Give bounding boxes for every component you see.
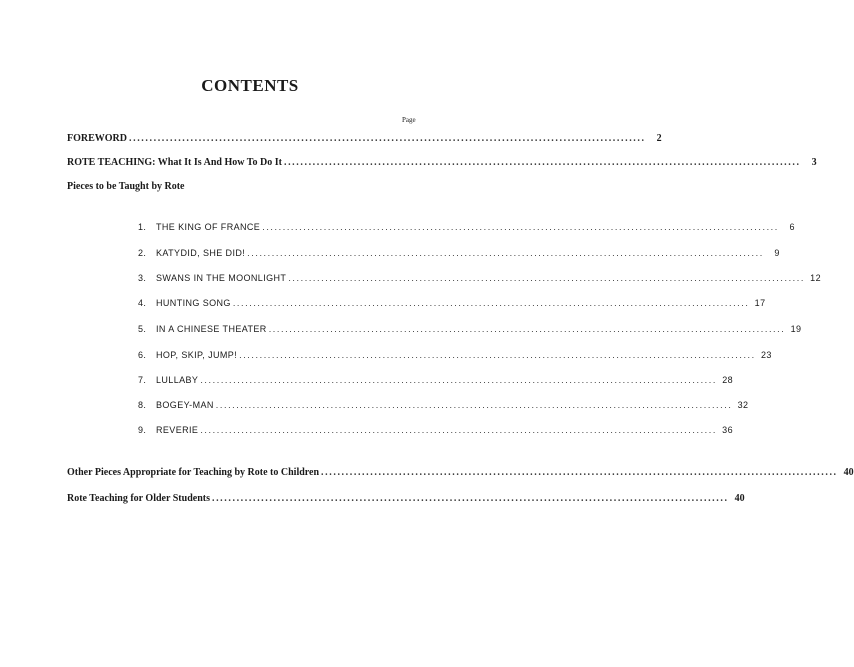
toc-leader-dots: .............................................................................................................................. (283, 157, 801, 168)
toc-entry-title: Other Pieces Appropriate for Teaching by Rote to Children (67, 467, 320, 478)
piece-title: HOP, SKIP, JUMP! (156, 350, 238, 360)
piece-title: SWANS IN THE MOONLIGHT (156, 273, 287, 283)
toc-entry-rote-teaching (67, 157, 817, 168)
toc-entry-page: 40 (734, 493, 745, 504)
piece-number: 7. (138, 375, 147, 385)
piece-number: 8. (138, 400, 147, 410)
piece-page: 23 (760, 350, 772, 360)
piece-number: 1. (138, 222, 147, 232)
toc-piece-entry (138, 425, 733, 435)
piece-page: 9 (774, 248, 780, 258)
toc-piece-entry (138, 375, 733, 385)
toc-leader-dots: .............................................................................................................................. (211, 493, 729, 504)
piece-title: KATYDID, SHE DID! (156, 248, 246, 258)
toc-leader-dots: .............................................................................................................................. (268, 324, 786, 334)
piece-number: 6. (138, 350, 147, 360)
toc-leader-dots: .............................................................................................................................. (129, 133, 646, 144)
piece-number: 5. (138, 324, 147, 334)
toc-entry-older-students (67, 493, 745, 504)
piece-page: 17 (754, 298, 766, 308)
toc-piece-entry (138, 298, 766, 308)
piece-number: 4. (138, 298, 147, 308)
toc-leader-dots: .............................................................................................................................. (232, 298, 750, 308)
toc-leader-dots: .............................................................................................................................. (215, 400, 733, 410)
piece-title: THE KING OF FRANCE (156, 222, 261, 232)
toc-entry-title: Rote Teaching for Older Students (67, 493, 210, 504)
toc-leader-dots: .............................................................................................................................. (262, 222, 779, 232)
piece-page: 28 (722, 375, 733, 385)
piece-title: REVERIE (156, 425, 199, 435)
toc-leader-dots: .............................................................................................................................. (200, 375, 717, 385)
toc-entry-page: 3 (811, 157, 817, 168)
piece-number: 3. (138, 273, 147, 283)
piece-title: BOGEY-MAN (156, 400, 214, 410)
toc-entry-page: 40 (843, 467, 854, 478)
piece-page: 19 (790, 324, 802, 334)
toc-entry-page: 2 (656, 133, 662, 144)
piece-title: HUNTING SONG (156, 298, 231, 308)
page-title: CONTENTS (201, 76, 299, 95)
toc-entry-title: FOREWORD (67, 133, 127, 144)
toc-entry-foreword (67, 133, 662, 144)
piece-page: 12 (810, 273, 821, 283)
toc-leader-dots: .............................................................................................................................. (247, 248, 764, 258)
piece-number: 9. (138, 425, 147, 435)
toc-piece-entry (138, 400, 749, 410)
toc-piece-entry (138, 324, 802, 334)
piece-page: 6 (789, 222, 795, 232)
toc-piece-entry (138, 273, 821, 283)
toc-piece-entry (138, 248, 780, 258)
piece-page: 36 (722, 425, 733, 435)
toc-leader-dots: .............................................................................................................................. (321, 467, 838, 478)
toc-leader-dots: .............................................................................................................................. (288, 273, 805, 283)
toc-entry-other-pieces (67, 467, 854, 478)
toc-leader-dots: .............................................................................................................................. (200, 425, 717, 435)
piece-title: IN A CHINESE THEATER (156, 324, 267, 334)
piece-title: LULLABY (156, 375, 199, 385)
toc-piece-entry (138, 350, 772, 360)
toc-entry-title: ROTE TEACHING: What It Is And How To Do It (67, 157, 282, 168)
toc-leader-dots: .............................................................................................................................. (239, 350, 756, 360)
piece-page: 32 (737, 400, 749, 410)
section-heading: Pieces to be Taught by Rote (67, 181, 185, 192)
piece-number: 2. (138, 248, 147, 258)
page-column-label: Page (402, 116, 416, 124)
toc-piece-entry (138, 222, 795, 232)
